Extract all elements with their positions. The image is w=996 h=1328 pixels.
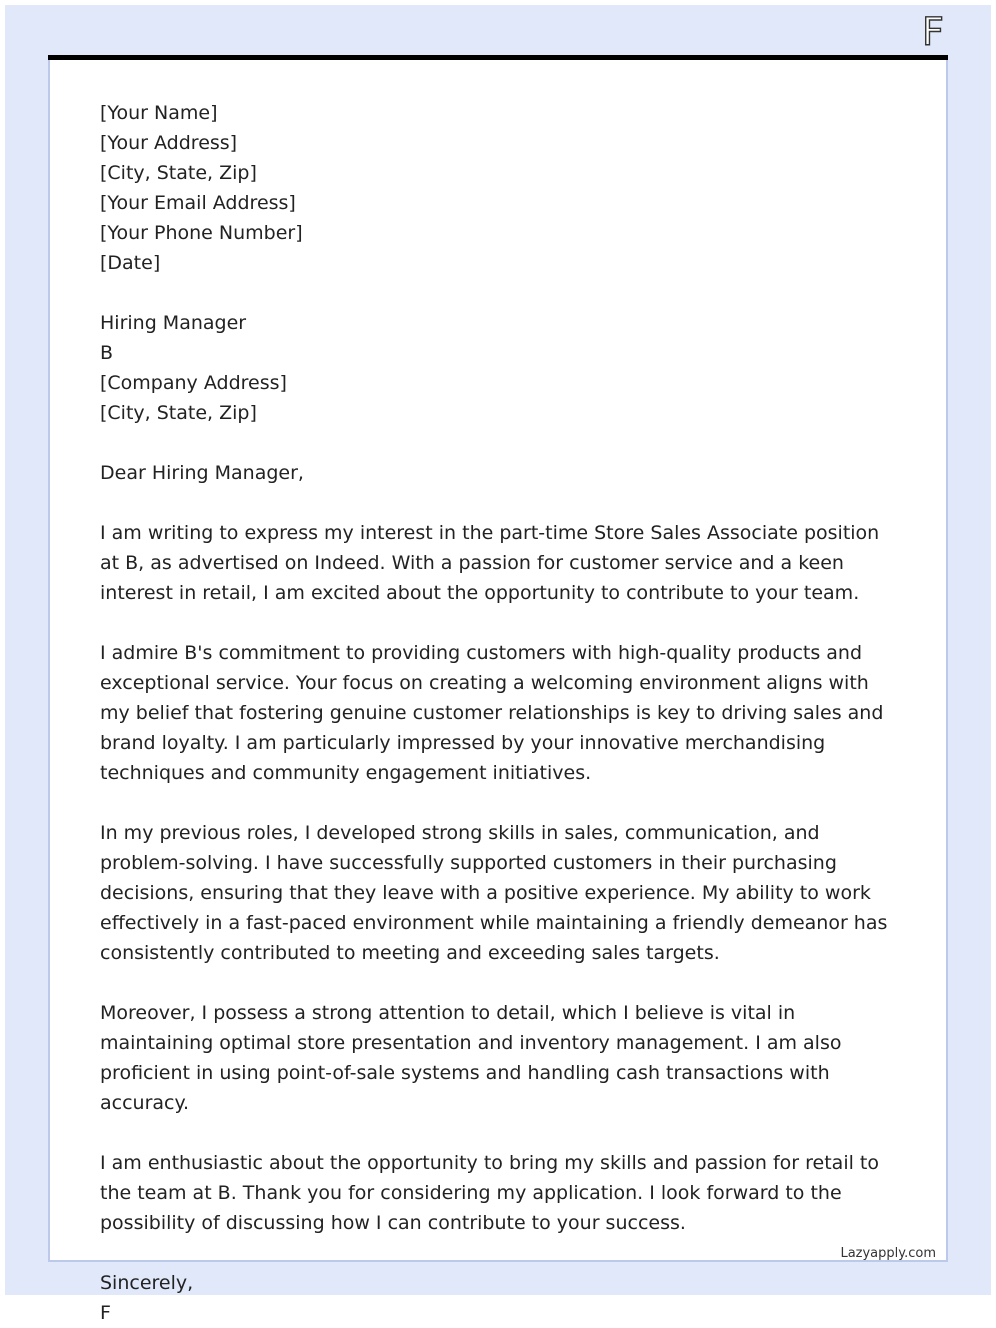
- sender-phone: [Your Phone Number]: [100, 222, 303, 244]
- body-paragraph: I am writing to express my interest in the part-time Store Sales Associate position at B, as advertised on Indeed. With a passion for customer service and a keen interest in retail, I am excited about the opportunity to contribute to your team.: [100, 522, 880, 604]
- sender-block: [100, 98, 900, 278]
- sender-name: [Your Name]: [100, 102, 218, 124]
- header-rule: [48, 55, 948, 60]
- closing: Sincerely,: [100, 1272, 194, 1294]
- recipient-company: B: [100, 342, 114, 364]
- signature: F: [100, 1302, 111, 1324]
- sender-address: [Your Address]: [100, 132, 238, 154]
- recipient-address: [Company Address]: [100, 372, 287, 394]
- recipient-title: Hiring Manager: [100, 312, 247, 334]
- salutation: Dear Hiring Manager,: [100, 462, 304, 484]
- recipient-city-state-zip: [City, State, Zip]: [100, 402, 257, 424]
- cover-letter-body: [100, 98, 900, 1328]
- letter-date: [Date]: [100, 252, 161, 274]
- body-paragraph: In my previous roles, I developed strong skills in sales, communication, and problem-solving. I have successfully supported customers in their purchasing decisions, ensuring that they leave with a positive experience. My ability to work effectively in a fast-paced environment while maintaining a friendly demeanor has consistently contributed to meeting and exceeding sales targets.: [100, 822, 888, 964]
- sender-city-state-zip: [City, State, Zip]: [100, 162, 257, 184]
- monogram-logo: F: [922, 10, 944, 54]
- body-paragraph: I admire B's commitment to providing customers with high-quality products and exceptional service. Your focus on creating a welcoming environment aligns with my belief that fostering genuine customer relationships is key to driving sales and brand loyalty. I am particularly impressed by your innovative merchandising techniques and community engagement initiatives.: [100, 642, 884, 784]
- watermark: Lazyapply.com: [840, 1246, 936, 1261]
- recipient-block: [100, 308, 900, 428]
- body-paragraph: I am enthusiastic about the opportunity to bring my skills and passion for retail to the team at B. Thank you for considering my application. I look forward to the possibility of discussing how I can contribute to your success.: [100, 1152, 879, 1234]
- body-paragraph: Moreover, I possess a strong attention to detail, which I believe is vital in maintaining optimal store presentation and inventory management. I am also proficient in using point-of-sale systems and handling cash transactions with accuracy.: [100, 1002, 842, 1114]
- sender-email: [Your Email Address]: [100, 192, 296, 214]
